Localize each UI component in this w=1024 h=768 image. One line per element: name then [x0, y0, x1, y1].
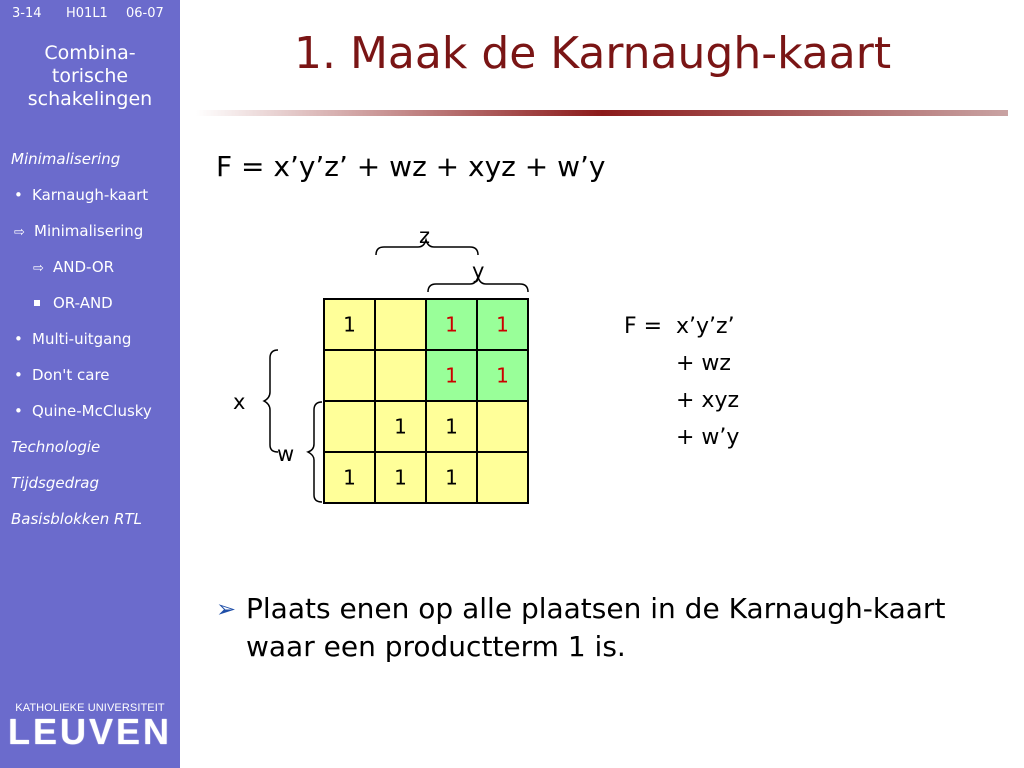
kmap-cell-value: 1 — [343, 465, 356, 490]
course-title-line: Combina- — [44, 42, 136, 64]
outline-arrow-icon: ⇨ — [14, 225, 25, 240]
nav-label: Karnaugh-kaart — [32, 186, 149, 204]
dot-bullet-icon: • — [14, 330, 23, 348]
kmap-cell-value: 1 — [496, 312, 509, 337]
kmap-cell — [375, 350, 426, 401]
dot-bullet-icon: • — [14, 186, 23, 204]
result-expression — [624, 314, 739, 462]
result-row — [624, 425, 739, 462]
result-row — [624, 351, 739, 388]
brace-w — [308, 402, 322, 502]
kmap-cell-value: 1 — [445, 465, 458, 490]
slide-number: 3-14 — [12, 6, 42, 21]
kmap-label-x: x — [233, 390, 246, 414]
nav-label: AND-OR — [53, 258, 115, 276]
boolean-formula: F = x’y’z’ + wz + xyz + w’y — [216, 150, 606, 183]
kmap-cell-value: 1 — [394, 465, 407, 490]
result-row — [624, 314, 739, 351]
kmap-cell-value: 1 — [394, 414, 407, 439]
kmap-cell-value: 1 — [445, 312, 458, 337]
result-row — [624, 388, 739, 425]
brace-x — [264, 350, 278, 452]
kmap-label-w: w — [277, 442, 295, 466]
result-term: + w’y — [676, 425, 740, 450]
nav-label: Minimalisering — [11, 150, 121, 168]
nav-label: OR-AND — [53, 294, 113, 312]
academic-year: 06-07 — [126, 6, 164, 21]
result-term: + wz — [676, 351, 731, 376]
kmap-cell-value: 1 — [496, 363, 509, 388]
kmap-label-y: y — [472, 259, 485, 283]
kmap-cell — [324, 350, 375, 401]
result-term: + xyz — [676, 388, 740, 413]
kmap-cell — [477, 452, 528, 503]
dot-bullet-icon: • — [14, 402, 23, 420]
nav-label: Multi-uitgang — [32, 330, 132, 348]
nav-label: Basisblokken RTL — [11, 510, 142, 528]
kmap-cell-value: 1 — [445, 414, 458, 439]
slide-title: 1. Maak de Karnaugh-kaart — [294, 28, 892, 79]
kmap-label-z: z — [419, 224, 431, 248]
nav-label: Minimalisering — [34, 222, 144, 240]
kmap-cell — [375, 299, 426, 350]
kmap-cell-value: 1 — [445, 363, 458, 388]
arrow-bullet-icon: ➢ — [216, 595, 237, 623]
logo-subtitle: KATHOLIEKE UNIVERSITEIT — [15, 702, 165, 714]
bullet-text: Plaats enen op alle plaatsen in de Karnaugh-kaart waar een productterm 1 is. — [246, 592, 946, 663]
kmap-cell — [324, 401, 375, 452]
kmap-grid — [324, 299, 528, 503]
nav-label: Tijdsgedrag — [11, 474, 99, 492]
course-title-line: torische — [51, 65, 129, 87]
result-term: x’y’z’ — [676, 314, 735, 339]
dot-bullet-icon: • — [14, 366, 23, 384]
course-code: H01L1 — [66, 6, 108, 21]
nav-label: Technologie — [11, 438, 101, 456]
outline-arrow-icon: ⇨ — [33, 261, 44, 276]
nav-label: Quine-McClusky — [32, 402, 152, 420]
kmap-cell-value: 1 — [343, 312, 356, 337]
explanation-bullet — [216, 590, 976, 666]
kmap-cell — [477, 401, 528, 452]
course-title-line: schakelingen — [27, 88, 153, 110]
result-prefix: F = — [624, 314, 663, 339]
logo-wordmark: LEUVEN — [7, 711, 173, 752]
nav-label: Don't care — [32, 366, 110, 384]
